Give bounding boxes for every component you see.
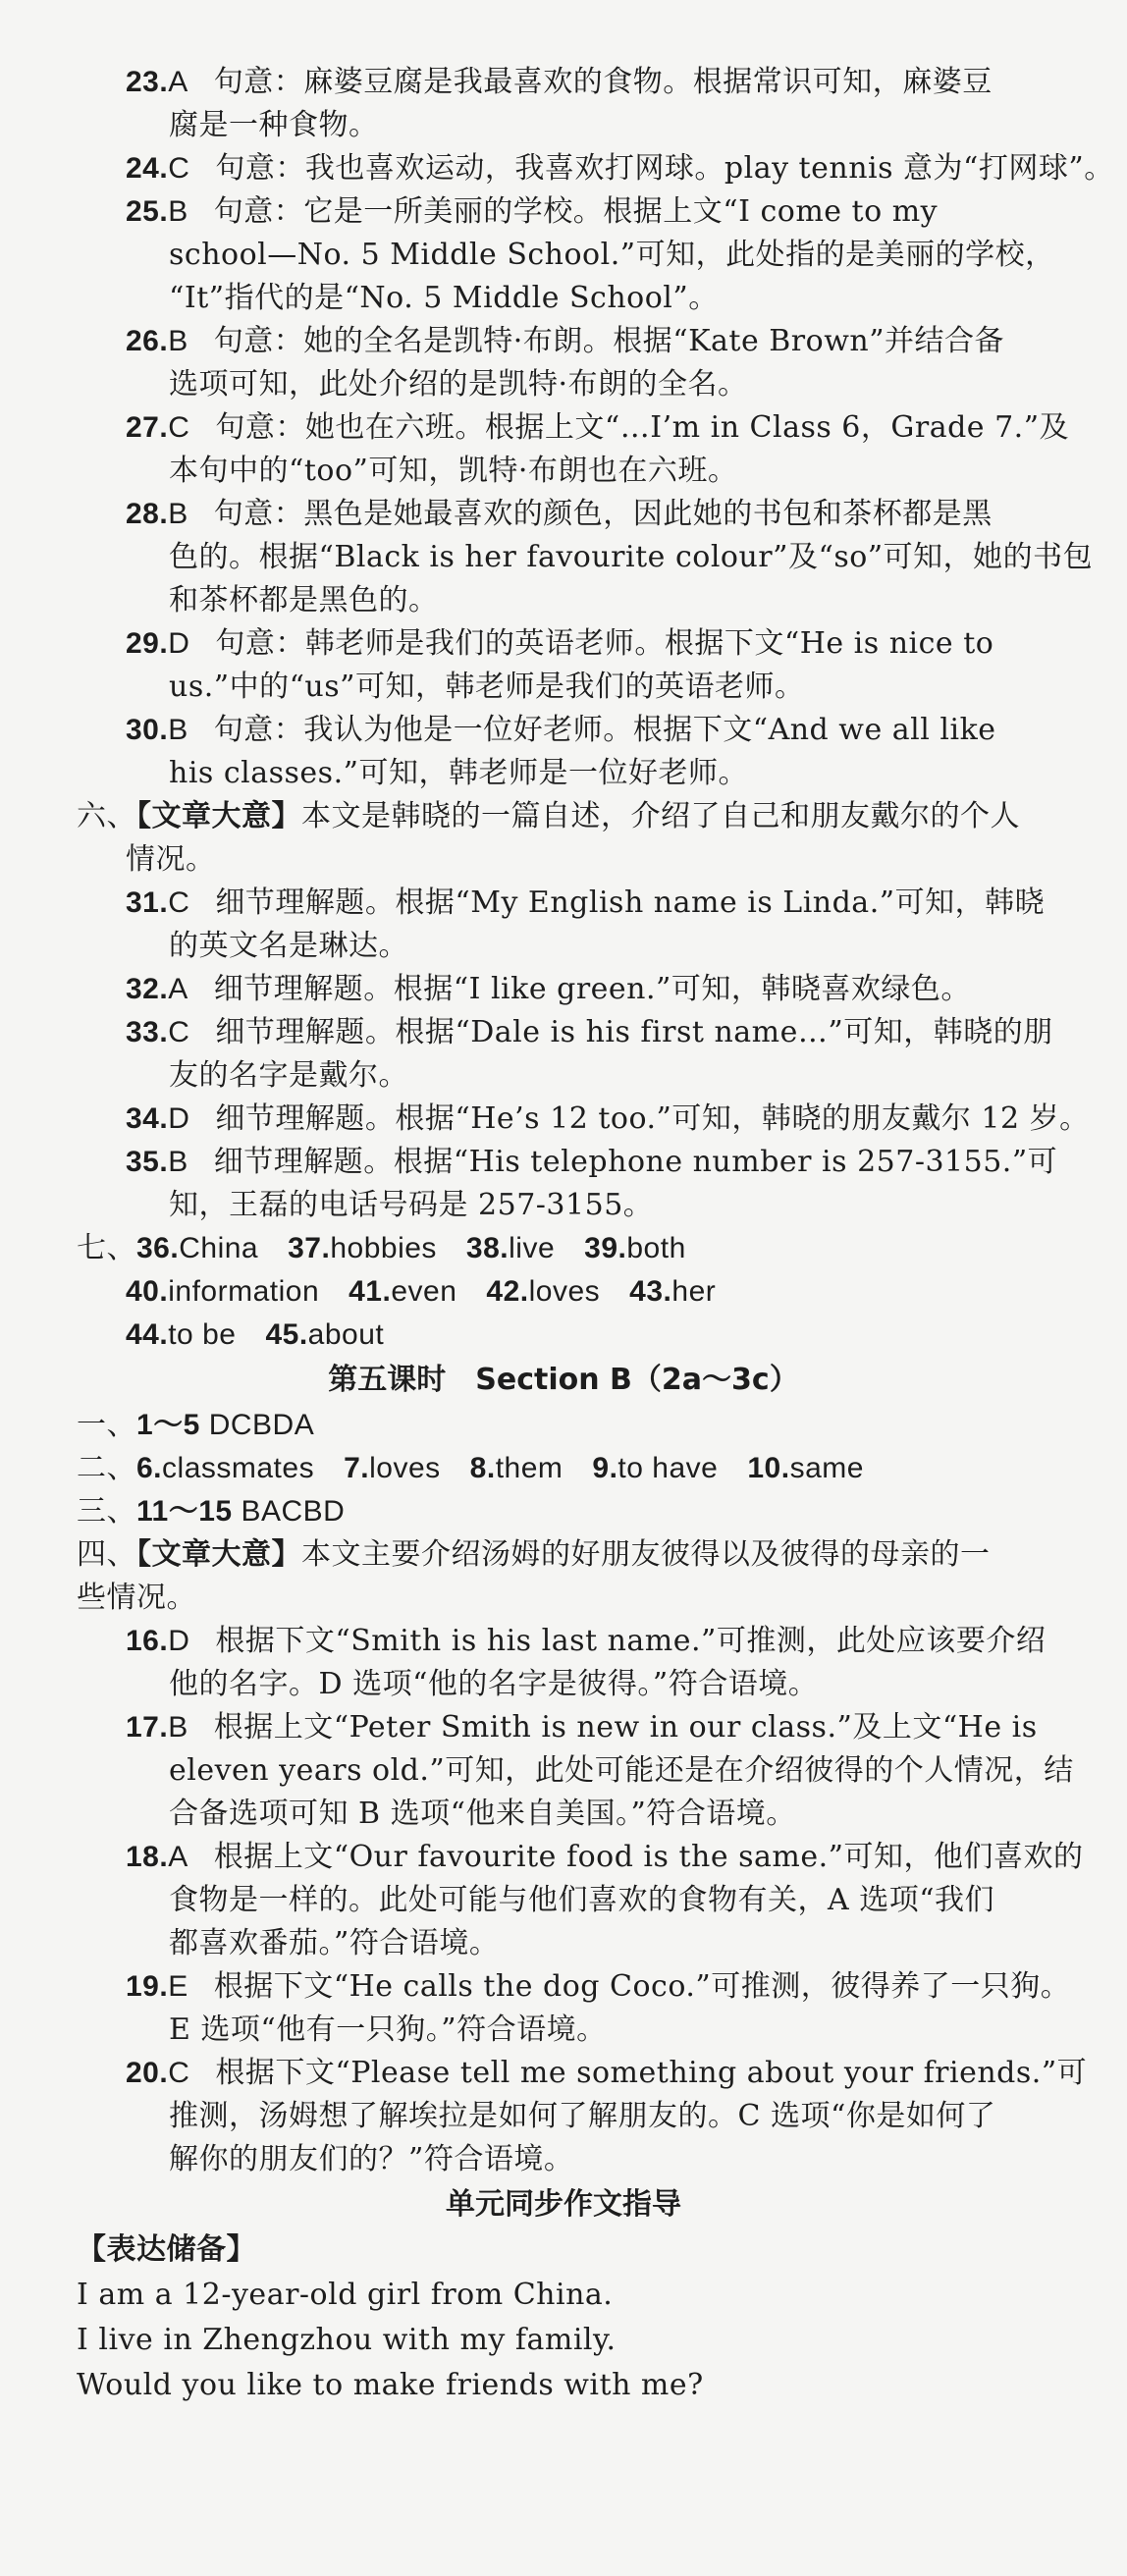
- answer-item-24: 24.C 句意：我也喜欢运动，我喜欢打网球。play tennis 意为“打网球”。: [126, 151, 1114, 186]
- answer-item-26: 26.B 句意：她的全名是凯特·布朗。根据“Kate Brown”并结合备: [126, 324, 1005, 358]
- answer-line: 知，王磊的电话号码是 257-3155。: [169, 1188, 654, 1222]
- expression-line: I live in Zhengzhou with my family.: [77, 2323, 617, 2357]
- answer-line: 情况。: [126, 842, 216, 877]
- answer-line: his classes.”可知，韩老师是一位好老师。: [169, 756, 748, 790]
- answer-item-17: 17.B 根据上文“Peter Smith is new in our class.”及上文“He is: [126, 1710, 1038, 1744]
- answer-line: 食物是一样的。此处可能与他们喜欢的食物有关，A 选项“我们: [169, 1883, 995, 1917]
- section-7-row-3: 44.to be 45.about: [126, 1318, 385, 1351]
- expression-bank-label: 【表达储备】: [77, 2232, 256, 2267]
- answer-line: 友的名字是戴尔。: [169, 1058, 408, 1093]
- part-1-answers: 一、1～5 DCBDA: [77, 1409, 315, 1441]
- answer-item-30: 30.B 句意：我认为他是一位好老师。根据下文“And we all like: [126, 713, 996, 747]
- answer-line: 都喜欢番茄。”符合语境。: [169, 1926, 500, 1960]
- expression-line: Would you like to make friends with me?: [77, 2368, 704, 2402]
- answer-item-35: 35.B 细节理解题。根据“His telephone number is 257-3155.”可: [126, 1145, 1058, 1179]
- answer-line: 腐是一种食物。: [169, 108, 379, 142]
- answer-item-19: 19.E 根据下文“He calls the dog Coco.”可推测，彼得养了一只狗。: [126, 1969, 1071, 2004]
- answer-line: us.”中的“us”可知，韩老师是我们的英语老师。: [169, 670, 805, 704]
- answer-line: 和茶杯都是黑色的。: [169, 583, 439, 617]
- answer-line: 的英文名是琳达。: [169, 929, 408, 963]
- expression-line: I am a 12-year-old girl from China.: [77, 2278, 614, 2312]
- answer-item-23: 23.A 句意：麻婆豆腐是我最喜欢的食物。根据常识可知，麻婆豆: [126, 65, 993, 99]
- answer-line: 本句中的“too”可知，凯特·布朗也在六班。: [169, 454, 738, 488]
- answer-item-27: 27.C 句意：她也在六班。根据上文“…I’m in Class 6，Grade 7.”及: [126, 410, 1070, 445]
- answer-line: 解你的朋友们的？”符合语境。: [169, 2142, 574, 2176]
- answer-item-29: 29.D 句意：韩老师是我们的英语老师。根据下文“He is nice to: [126, 626, 994, 661]
- answer-line: 选项可知，此处介绍的是凯特·布朗的全名。: [169, 367, 748, 402]
- answer-item-28: 28.B 句意：黑色是她最喜欢的颜色，因此她的书包和茶杯都是黑: [126, 497, 993, 531]
- answer-line: 合备选项可知 B 选项“他来自美国。”符合语境。: [169, 1797, 796, 1831]
- answer-item-20: 20.C 根据下文“Please tell me something about your friends.”可: [126, 2056, 1088, 2090]
- answer-line: 他的名字。D 选项“他的名字是彼得。”符合语境。: [169, 1667, 819, 1701]
- answer-item-32: 32.A 细节理解题。根据“I like green.”可知，韩晓喜欢绿色。: [126, 972, 971, 1006]
- answer-line: 色的。根据“Black is her favourite colour”及“so”可知，她的书包: [169, 540, 1094, 574]
- part-4-summary: 四、【文章大意】本文主要介绍汤姆的好朋友彼得以及彼得的母亲的一: [77, 1537, 991, 1572]
- writing-guide-title: 单元同步作文指导: [446, 2187, 681, 2222]
- answer-item-18: 18.A 根据上文“Our favourite food is the same.”可知，他们喜欢的: [126, 1840, 1084, 1874]
- part-2-answers: 二、6.classmates 7.loves 8.them 9.to have 10.same: [77, 1452, 864, 1484]
- section-6-summary: 六、【文章大意】本文是韩晓的一篇自述，介绍了自己和朋友戴尔的个人: [77, 799, 1020, 833]
- lesson-title: 第五课时 Section B（2a～3c）: [328, 1363, 799, 1397]
- answer-line: 推测，汤姆想了解埃拉是如何了解朋友的。C 选项“你是如何了: [169, 2099, 996, 2133]
- answer-item-31: 31.C 细节理解题。根据“My English name is Linda.”可知，韩晓: [126, 886, 1046, 920]
- section-7-row-2: 40.information 41.even 42.loves 43.her: [126, 1275, 717, 1308]
- answer-item-34: 34.D 细节理解题。根据“He’s 12 too.”可知，韩晓的朋友戴尔 12 岁。: [126, 1101, 1090, 1136]
- answer-line: “It”指代的是“No. 5 Middle School”。: [169, 281, 719, 315]
- answer-line: eleven years old.”可知，此处可能还是在介绍彼得的个人情况，结: [169, 1753, 1074, 1788]
- answer-line: E 选项“他有一只狗。”符合语境。: [169, 2012, 607, 2047]
- answer-item-25: 25.B 句意：它是一所美丽的学校。根据上文“I come to my: [126, 194, 939, 229]
- part-3-answers: 三、11～15 BACBD: [77, 1495, 346, 1528]
- answer-item-33: 33.C 细节理解题。根据“Dale is his first name…”可知，韩晓的朋: [126, 1015, 1053, 1049]
- answer-line: school—No. 5 Middle School.”可知，此处指的是美丽的学校，: [169, 238, 1055, 272]
- answer-line: 些情况。: [77, 1581, 196, 1615]
- section-7-row-1: 七、36.China 37.hobbies 38.live 39.both: [77, 1232, 686, 1264]
- answer-item-16: 16.D 根据下文“Smith is his last name.”可推测，此处应该要介绍: [126, 1624, 1046, 1658]
